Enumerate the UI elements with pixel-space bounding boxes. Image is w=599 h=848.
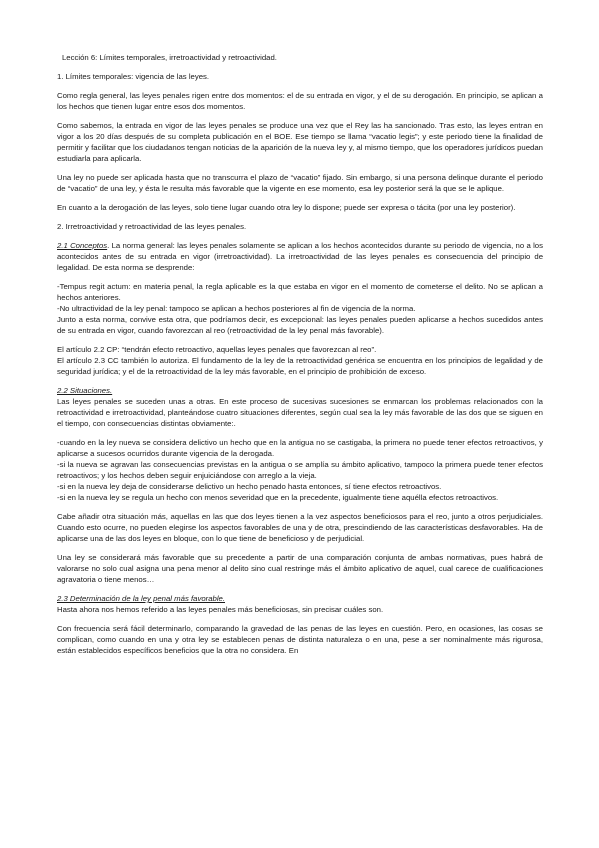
section-2-1-heading: 2.1 Conceptos [57,241,108,250]
paragraph: El artículo 2.3 CC también lo autoriza. El fundamento de la ley de la retroactividad genérica se encuentra en los principios de legalidad y de seguridad jurídica; y el de la retroactividad de la ley más favorable, en el principio de prohibición de exceso. [57,356,543,376]
paragraph: En cuanto a la derogación de las leyes, solo tiene lugar cuando otra ley lo dispone; puede ser expresa o tácita (por una ley posterior). [57,203,516,212]
paragraph: Cabe añadir otra situación más, aquellas en las que dos leyes tienen a la vez aspectos beneficiosos para el reo, junto a otros perjudiciales. Cuando esto ocurre, no pueden elegirse los aspectos favorables de una y de otra, prescindiendo de las características desfavorables. Ha de aplicarse una de las dos leyes en bloque, con lo que tiene de beneficioso y de perjudicial. [57,512,543,543]
paragraph: Hasta ahora nos hemos referido a las leyes penales más beneficiosas, sin precisar cuáles son. [57,605,384,614]
paragraph: Como sabemos, la entrada en vigor de las leyes penales se produce una vez que el Rey las ha sancionado. Tras esto, las leyes entran en vigor a los 20 días después de su completa publicación en el BOE. Ese tiempo se llama “vacatio legis”; y este periodo tiene la finalidad de permitir y facilitar que los ciudadanos tengan noticias de la aparición de la nueva ley y, al mismo tiempo, que los operadores jurídicos puedan estudiarla para aplicarla. [57,121,543,163]
paragraph: Con frecuencia será fácil determinarlo, comparando la gravedad de las penas de las leyes en cuestión. Pero, en ocasiones, las cosas se complican, como cuando en una y otra ley se establecen penas de distinta naturaleza o en una, pese a ser nominalmente más rigurosa, están establecidos específicos beneficios que la otra no considera. En [57,624,543,655]
list-item: -si la nueva se agravan las consecuencias previstas en la antigua o se amplía su ámbito aplicativo, tampoco la primera puede tener efectos retroactivos; y los hechos deben seguir enjuiciándose con arreglo a la vieja. [57,460,543,480]
list-item: -si en la nueva ley se regula un hecho con menos severidad que en la precedente, igualmente tiene aquélla efectos retroactivos. [57,493,499,502]
paragraph: Una ley se considerará más favorable que su precedente a partir de una comparación conjunta de ambas normativas, pues habrá de valorarse no solo cual asigna una pena menor al delito sino cual restringe más el ámbito aplicativo de aquel, cual carece de cualificaciones agravatoria o tiene menos… [57,553,543,584]
list-item: -si en la nueva ley deja de considerarse delictivo un hecho penado hasta entonces, sí tiene efectos retroactivos. [57,482,442,491]
section-2-heading: 2. Irretroactividad y retroactividad de las leyes penales. [57,222,247,231]
paragraph: El artículo 2.2 CP: “tendrán efecto retroactivo, aquellas leyes penales que favorezcan al reo”. [57,345,377,354]
paragraph: . La norma general: las leyes penales solamente se aplican a los hechos acontecidos durante su periodo de vigencia, no a los acontecidos antes de su entrada en vigor (irretroactividad). La irretroactividad de las leyes penales es consecuencia del principio de legalidad. De esta norma se desprende: [57,241,543,272]
document-page [57,52,543,664]
paragraph: Las leyes penales se suceden unas a otras. En este proceso de sucesivas sucesiones se enmarcan los problemas relacionados con la retroactividad e irretroactividad, planteándose cuatro situaciones diferentes, según cual sea la ley más favorable de las dos que se siguen en el tiempo, con consecuencias distintas obviamente:. [57,397,543,428]
section-1-heading: 1. Límites temporales: vigencia de las leyes. [57,72,210,81]
page-title: Lección 6: Límites temporales, irretroactividad y retroactividad. [62,53,277,62]
section-2-3-heading: 2.3 Determinación de la ley penal más favorable. [57,594,226,603]
section-2-1-block [57,240,543,273]
paragraph: Como regla general, las leyes penales rigen entre dos momentos: el de su entrada en vigor, y el de su derogación. En principio, se aplican a los hechos que tienen lugar entre esos dos momentos. [57,91,543,111]
section-2-2-heading: 2.2 Situaciones. [57,386,113,395]
list-item: -No ultractividad de la ley penal: tampoco se aplican a hechos posteriores al fin de vigencia de la norma. [57,304,416,313]
list-item: -Tempus regit actum: en materia penal, la regla aplicable es la que estaba en vigor en el momento de cometerse el delito. No se aplican a hechos anteriores. [57,282,543,302]
paragraph: Una ley no puede ser aplicada hasta que no transcurra el plazo de “vacatio” fijado. Sin embargo, si una persona delinque durante el periodo de “vacatio” de una ley, y ésta le resulta más favorable que la vigente en ese momento, esa ley posterior será la que se le aplique. [57,173,543,193]
list-item: Junto a esta norma, convive esta otra, que podríamos decir, es excepcional: las leyes penales pueden aplicarse a hechos sucedidos antes de su entrada en vigor, cuando favorezcan al reo (retroactividad de la ley penal más favorable). [57,315,543,335]
list-item: -cuando en la ley nueva se considera delictivo un hecho que en la antigua no se castigaba, la primera no puede tener efectos retroactivos, y aplicarse a sucesos ocurridos durante vigencia de la derogada. [57,438,543,458]
